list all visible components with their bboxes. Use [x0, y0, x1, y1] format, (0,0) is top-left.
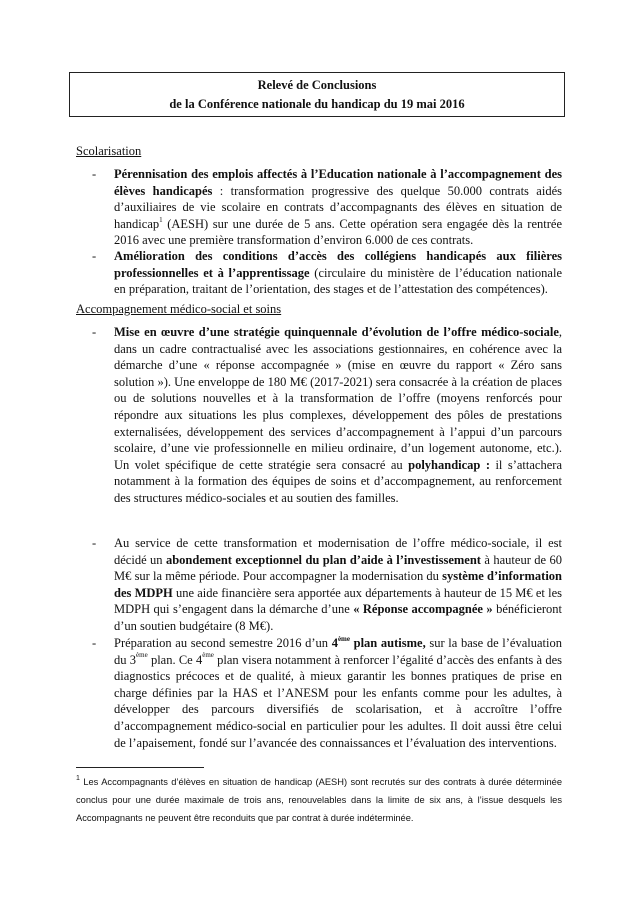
item-text: (AESH) sur une durée de 5 ans. Cette opération sera engagée dès la rentrée 2016 avec une première transformation d’environ 6.000 de ces contrats.	[114, 216, 562, 248]
item-text: plan visera notamment à renforcer l’égalité d’accès des enfants à des diagnostics précoces et de qualité, à mieux garantir les bonnes pratiques de prise en charge définies par la HAS et l’ANESM pour les enfants comme pour les adultes, à développer des parcours diversifiés de scolarisation, et à accroître l’offre d’accompagnement médico-social en particulier pour les adultes. Il doit aussi être celui de l’apaisement, fondé sur l’avancée des connaissances et l’évaluation des interventions.	[114, 652, 563, 750]
list-dash: -	[92, 167, 97, 181]
list-item	[76, 166, 562, 249]
superscript-text: ème	[337, 634, 350, 643]
item-text: une aide financière sera apportée aux départements à hauteur de 15 M€ et les MDPH qui s’engagent dans la démarche d’une	[114, 585, 562, 617]
list-dash: -	[92, 249, 97, 263]
item-text: (circulaire du ministère de l’éducation nationale en préparation, traitant de l’orientation, des stages et de l’attestation des compétences).	[114, 265, 563, 297]
list-item	[76, 248, 562, 298]
item-bold-text: Amélioration des conditions d’accès des collégiens handicapés aux filières professionnelles et à l’apprentissage	[114, 249, 562, 280]
list-item-text	[114, 535, 562, 635]
item-text: il s’attachera notamment à la formation des équipes de soins et d’accompagnement, au renforcement des structures médico-sociales et au soutien des familles.	[114, 457, 562, 505]
item-text: à hauteur de 60 M€ sur la même période. Pour accompagner la modernisation du	[114, 552, 563, 584]
item-bold-text: 4	[331, 636, 338, 650]
item-text: : transformation progressive des quelque 50.000 contrats aidés d’auxiliaires de vie scolaire en contrats d’accompagnants des élèves en situation de handicap	[114, 183, 562, 231]
list-dash: -	[92, 536, 97, 550]
list-item-text	[114, 248, 562, 298]
item-bold-text: polyhandicap :	[408, 457, 490, 472]
item-bold-text: système d’information des MDPH	[114, 569, 562, 600]
item-bold-text: « Réponse accompagnée »	[353, 602, 493, 617]
item-text: plan. Ce 4	[147, 652, 203, 667]
section-heading-accompagnement: Accompagnement médico-social et soins	[76, 302, 282, 316]
list-item-text	[114, 635, 562, 751]
item-bold-text: Pérennisation des emplois affectés à l’Education nationale à l’accompagnement des élèves handicapés	[114, 167, 562, 198]
item-bold-text: abondement exceptionnel du plan d’aide à l’investissement	[165, 552, 481, 567]
title-line-2: de la Conférence nationale du handicap du 19 mai 2016	[169, 97, 465, 111]
list-item	[76, 324, 562, 507]
title-box	[69, 72, 565, 117]
section-heading-scolarisation: Scolarisation	[76, 144, 142, 158]
item-text: Préparation au second semestre 2016 d’un	[114, 636, 332, 650]
item-bold-text: Mise en œuvre d’une stratégie quinquennale d’évolution de l’offre médico-sociale	[114, 325, 559, 339]
item-bold-text: plan autisme,	[349, 636, 426, 650]
item-text: Au service de cette transformation et modernisation de l’offre médico-sociale, il est décidé un	[114, 536, 562, 567]
item-text: sur la base de l’évaluation du 3	[114, 636, 562, 667]
footnote	[76, 773, 562, 827]
list-item-text	[114, 324, 562, 507]
list-item-text	[114, 166, 562, 249]
superscript-text: ème	[202, 651, 214, 660]
list-item	[76, 535, 562, 635]
list-dash: -	[92, 636, 97, 650]
item-text: bénéficieront d’un soutien budgétaire (8 M€).	[114, 602, 563, 633]
footnote-ref: 1	[159, 215, 163, 224]
footnote-number: 1	[76, 774, 80, 782]
superscript-text: ème	[136, 651, 148, 660]
footnote-separator	[76, 767, 204, 768]
list-dash: -	[92, 325, 97, 339]
title-line-1: Relevé de Conclusions	[257, 78, 377, 92]
footnote-text: Les Accompagnants d’élèves en situation de handicap (AESH) sont recrutés sur des contrats à durée déterminée conclus pour une durée maximale de trois ans, renouvelables dans la limite de six ans, à l’issue desquels les Accompagnants ne peuvent être reconduits que par contrat à durée indéterminée.	[76, 777, 562, 823]
list-item	[76, 635, 562, 751]
item-text: , dans un cadre contractualisé avec les associations gestionnaires, en cohérence avec la démarche d’une « réponse accompagnée » (mise en œuvre du rapport « Zéro sans solution »). Une enveloppe de 180 M€ (2017-2021) sera consacrée à la création de places ou de solutions nouvelles et à la transformation de l’offre (moyens renforcés pour répondre aux situations les plus complexes, développement des pôles de prestations externalisées, développement des services d’accompagnement à l’appui d’un parcours scolaire, d’une vie professionnelle en milieu ordinaire, d’un logement autonome, etc.). Un volet spécifique de cette stratégie sera consacré au	[114, 325, 562, 472]
